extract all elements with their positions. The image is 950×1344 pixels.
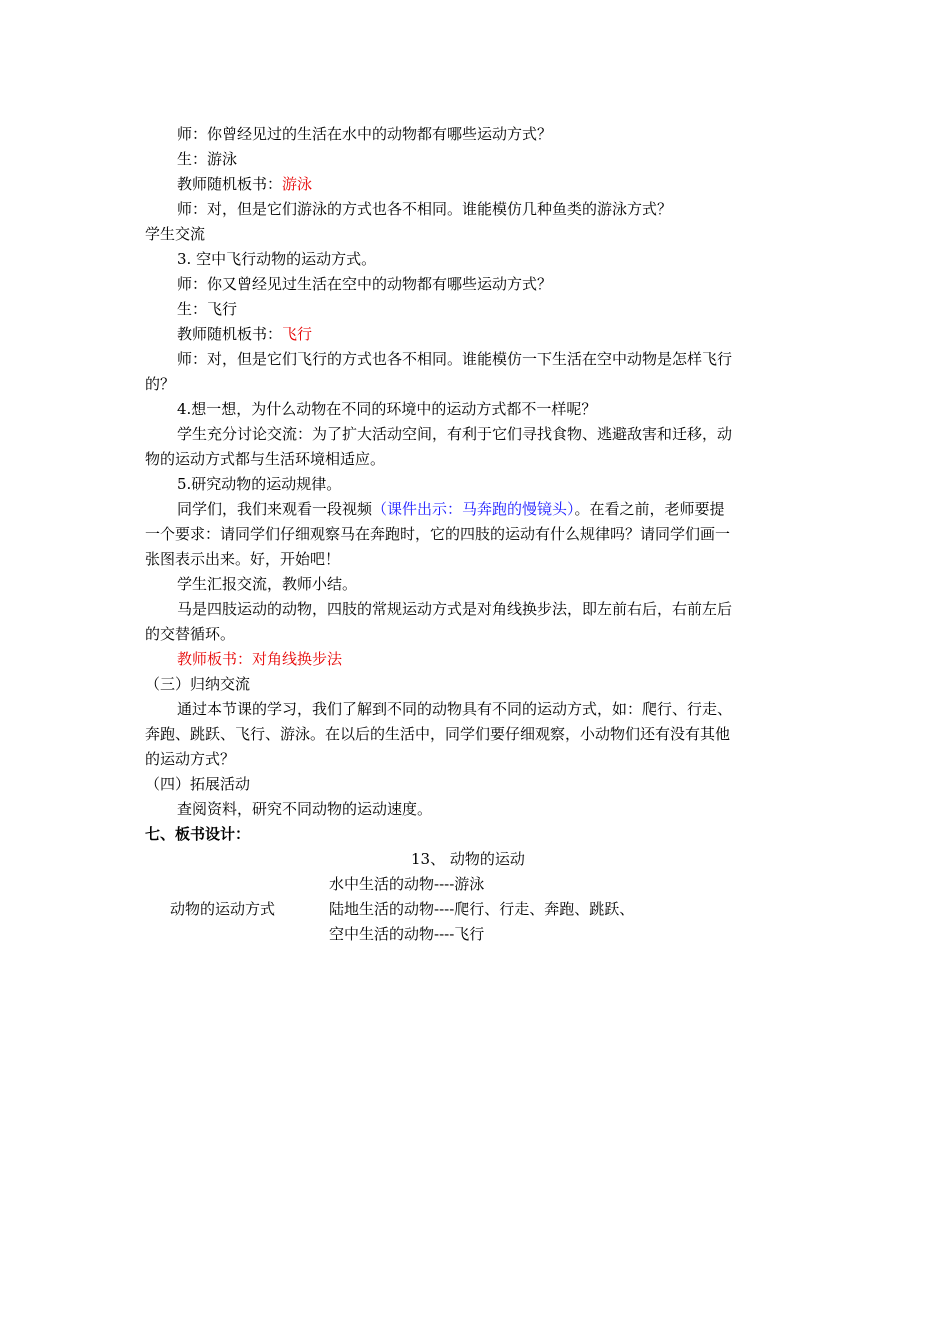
section-heading: 5.研究动物的运动规律。 xyxy=(177,475,342,493)
text-line: 一个要求：请同学们仔细观察马在奔跑时，它的四肢的运动有什么规律吗？请同学们画一 xyxy=(145,525,731,543)
board-row: 空中生活的动物----飞行 xyxy=(329,925,485,943)
text-line xyxy=(145,497,805,522)
text-line: 师：你又曾经见过生活在空中的动物都有哪些运动方式？ xyxy=(177,275,553,293)
text-line: 学生汇报交流，教师小结。 xyxy=(177,575,358,593)
text-line: 张图表示出来。好，开始吧！ xyxy=(145,550,341,568)
text-line: 的运动方式？ xyxy=(145,750,236,768)
section-heading: 4.想一想，为什么动物在不同的环境中的运动方式都不一样呢？ xyxy=(177,400,597,418)
section-heading: 3. 空中飞行动物的运动方式。 xyxy=(177,250,377,268)
board-note: 教师板书：对角线换步法 xyxy=(177,650,343,668)
courseware-note: （课件出示：马奔跑的慢镜头） xyxy=(372,500,575,518)
board-left-label: 动物的运动方式 xyxy=(170,900,276,918)
text-line: 奔跑、跳跃、飞行、游泳。在以后的生活中，同学们要仔细观察，小动物们还有没有其他 xyxy=(145,725,731,743)
text-line: 生：飞行 xyxy=(177,300,238,318)
board-row: 水中生活的动物----游泳 xyxy=(329,875,485,893)
section-heading: （四）拓展活动 xyxy=(145,775,251,793)
board-title: 13、 动物的运动 xyxy=(411,850,525,868)
document-page xyxy=(145,122,805,947)
board-design xyxy=(145,847,805,947)
text-line: 学生充分讨论交流：为了扩大活动空间，有利于它们寻找食物、逃避敌害和迁移，动 xyxy=(177,425,733,443)
text-line: 的？ xyxy=(145,375,176,393)
text-line: 查阅资料，研究不同动物的运动速度。 xyxy=(177,800,433,818)
text-line: 生：游泳 xyxy=(177,150,238,168)
text-span: 同学们，我们来观看一段视频 xyxy=(177,500,373,518)
text-line xyxy=(145,322,805,347)
text-span: 教师随机板书： xyxy=(177,175,283,193)
text-line: 师：对，但是它们飞行的方式也各不相同。谁能模仿一下生活在空中动物是怎样飞行 xyxy=(177,350,733,368)
text-line: 物的运动方式都与生活环境相适应。 xyxy=(145,450,386,468)
text-line xyxy=(145,172,805,197)
section-heading: 七、板书设计： xyxy=(145,825,251,843)
text-line: 通过本节课的学习，我们了解到不同的动物具有不同的运动方式，如：爬行、行走、 xyxy=(177,700,733,718)
board-note: 飞行 xyxy=(282,325,313,343)
section-heading: （三）归纳交流 xyxy=(145,675,251,693)
text-line: 的交替循环。 xyxy=(145,625,236,643)
board-note: 游泳 xyxy=(282,175,313,193)
text-span: 教师随机板书： xyxy=(177,325,283,343)
text-line: 学生交流 xyxy=(145,225,206,243)
text-span: 。在看之前，老师要提 xyxy=(574,500,725,518)
text-line: 马是四肢运动的动物，四肢的常规运动方式是对角线换步法，即左前右后，右前左后 xyxy=(177,600,733,618)
text-line: 师：对，但是它们游泳的方式也各不相同。谁能模仿几种鱼类的游泳方式？ xyxy=(177,200,673,218)
board-row: 陆地生活的动物----爬行、行走、奔跑、跳跃、 xyxy=(329,900,635,918)
text-line: 师：你曾经见过的生活在水中的动物都有哪些运动方式？ xyxy=(177,125,553,143)
